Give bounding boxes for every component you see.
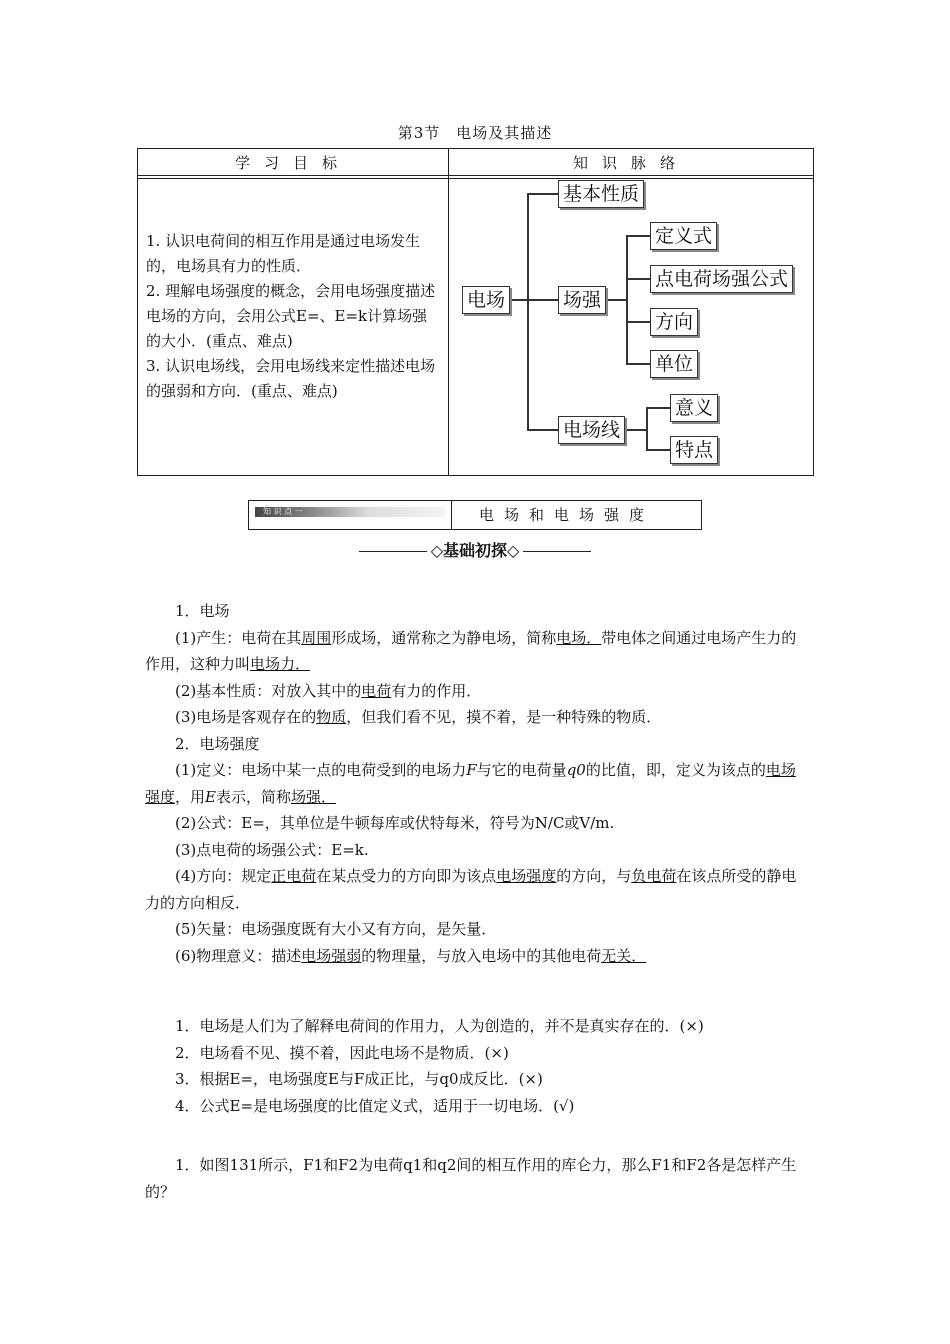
map-connector (527, 193, 529, 429)
paragraph: (1)产生：电荷在其周围形成场，通常称之为静电场，简称电场．带电体之间通过电场产生力的作用，这种力叫电场力． (145, 628, 797, 673)
map-connector (527, 299, 558, 301)
map-connector (626, 278, 650, 280)
learning-goals (146, 229, 441, 404)
judgement-item: 4．公式E=是电场强度的比值定义式，适用于一切电场．(√) (175, 1096, 575, 1115)
map-node-electric-field: 电场 (462, 286, 510, 314)
paragraph: (2)基本性质：对放入其中的电荷有力的作用． (175, 681, 482, 700)
map-connector (646, 407, 670, 409)
goal-1: 1. 认识电荷间的相互作用是通过电场发生的，电场具有力的性质． (146, 232, 421, 275)
goal-2: 2. 理解电场强度的概念，会用电场强度描述电场的方向，会用公式E=、E=k计算场强的大小．(重点、难点) (146, 282, 436, 350)
paragraph: (3)电场是客观存在的物质，但我们看不见，摸不着，是一种特殊的物质． (175, 708, 662, 726)
map-connector (624, 429, 646, 431)
section-heading: ◇基础初探◇ (0, 538, 950, 561)
knowledge-point-banner (248, 500, 702, 530)
map-node-unit: 单位 (650, 350, 698, 378)
map-connector (626, 235, 628, 364)
map-connector (626, 321, 650, 323)
heading-electric-field: 1．电场 (175, 602, 230, 620)
map-connector (604, 299, 626, 301)
map-node-direction: 方向 (650, 308, 698, 336)
map-node-field-lines: 电场线 (558, 416, 625, 444)
map-connector (646, 407, 648, 449)
goal-3: 3. 认识电场线，会用电场线来定性描述电场的强弱和方向．(重点、难点) (146, 357, 436, 400)
heading-field-strength: 2．电场强度 (175, 734, 260, 753)
judgement-list (145, 1013, 810, 1119)
paragraph: (3)点电荷的场强公式：E=k. (175, 840, 369, 859)
paragraph: (5)矢量：电场强度既有大小又有方向，是矢量． (175, 920, 497, 938)
banner-text: 电场和电场强度 (479, 506, 655, 524)
knowledge-point-badge: 知 识 点 一 (255, 507, 445, 517)
discussion-question (145, 1152, 810, 1205)
paragraph: (2)公式：E=，其单位是牛顿每库或伏特每米，符号为N/C或V/m. (175, 814, 615, 832)
map-node-basic-property: 基本性质 (558, 180, 644, 208)
section-rule-right (523, 551, 591, 552)
header-divider-2 (138, 178, 813, 179)
banner-divider (451, 501, 452, 529)
knowledge-map-header: 知识脉络 (572, 154, 689, 172)
map-node-feature: 特点 (670, 436, 718, 464)
objectives-header: 学习目标 (234, 154, 351, 172)
judgement-item: 2．电场看不见、摸不着，因此电场不是物质．(×) (175, 1043, 509, 1062)
question-text: 1．如图131所示，F1和F2为电荷q1和q2间的相互作用的库仑力，那么F1和F2各是怎样产生的？ (145, 1156, 797, 1201)
content-electric-field (145, 598, 810, 969)
paragraph: (6)物理意义：描述电场强弱的物理量，与放入电场中的其他电荷无关． (175, 946, 647, 965)
judgement-item: 3．根据E=，电场强度E与F成正比，与q0成反比．(×) (175, 1070, 543, 1088)
map-node-field-strength: 场强 (558, 286, 606, 314)
header-divider (138, 175, 813, 176)
map-connector (646, 449, 670, 451)
map-connector (527, 193, 558, 195)
paragraph: (1)定义：电场中某一点的电荷受到的电场力F与它的电荷量q0的比值，即，定义为该点的电场强度，用E表示，简称场强． (145, 761, 796, 806)
paragraph: (4)方向：规定正电荷在某点受力的方向即为该点电场强度的方向，与负电荷在该点所受的静电力的方向相反． (145, 867, 797, 912)
page-title: 第3节 电场及其描述 (397, 124, 553, 142)
map-connector (527, 429, 558, 431)
column-divider (448, 149, 449, 475)
judgement-item: 1．电场是人们为了解释电荷间的作用力，人为创造的，并不是真实存在的．(×) (175, 1017, 704, 1035)
map-node-meaning: 意义 (670, 394, 718, 422)
section-rule-left (359, 551, 427, 552)
map-connector (626, 235, 650, 237)
map-node-definition: 定义式 (650, 222, 717, 250)
map-node-point-charge-formula: 点电荷场强公式 (650, 265, 793, 293)
map-connector (626, 363, 650, 365)
